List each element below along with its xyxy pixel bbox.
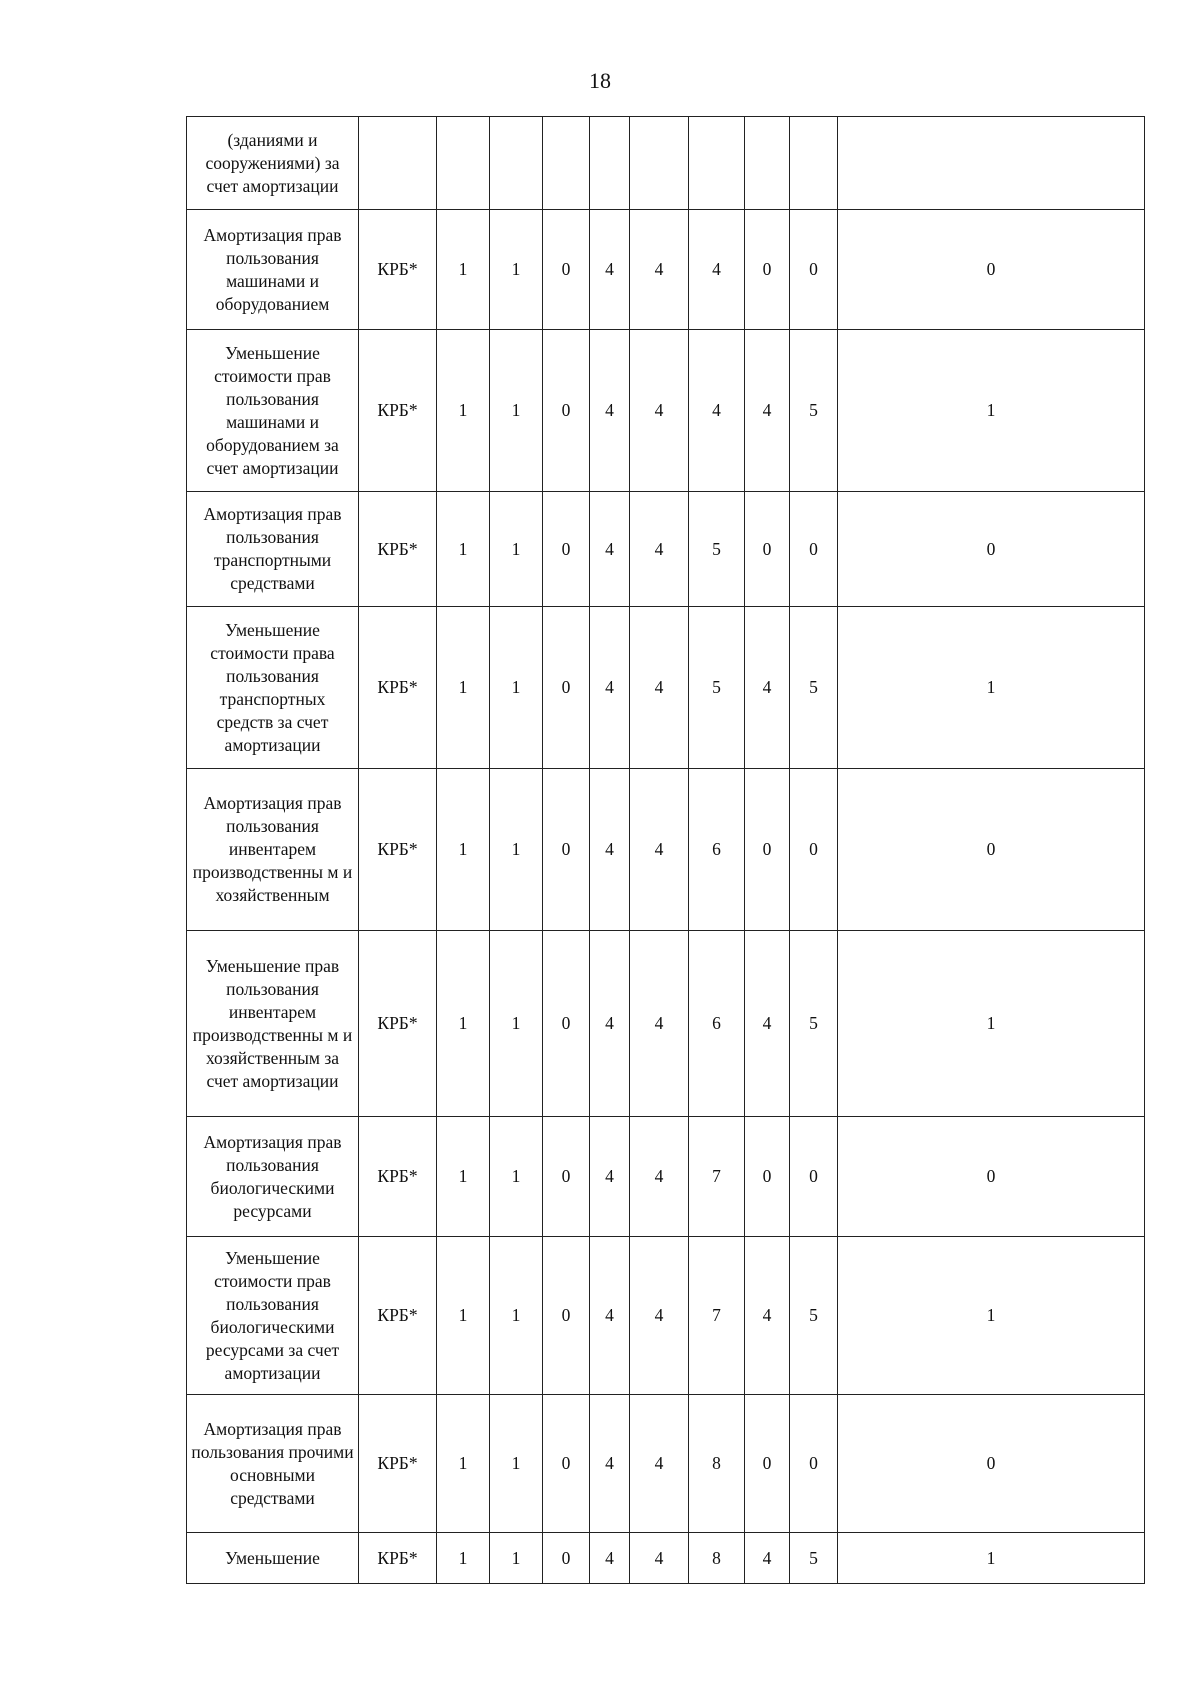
digit-cell: 1 — [437, 1395, 490, 1533]
digit-cell — [543, 117, 590, 210]
digit-cell: 4 — [630, 210, 689, 330]
digit-cell: 1 — [437, 931, 490, 1117]
account-name-cell: (зданиями и сооружениями) за счет амортизации — [187, 117, 359, 210]
table-row — [187, 769, 1145, 931]
digit-cell: 1 — [437, 1117, 490, 1237]
digit-cell: 4 — [590, 931, 630, 1117]
table-row — [187, 330, 1145, 492]
code-cell: КРБ* — [359, 1237, 437, 1395]
digit-cell: 0 — [745, 1117, 790, 1237]
digit-cell: 4 — [590, 1117, 630, 1237]
page-number: 18 — [589, 68, 611, 93]
digit-cell: 1 — [838, 330, 1145, 492]
digit-cell: 1 — [490, 330, 543, 492]
digit-cell: 4 — [590, 1395, 630, 1533]
digit-cell: 1 — [437, 210, 490, 330]
digit-cell: 4 — [630, 492, 689, 607]
digit-cell: 1 — [490, 492, 543, 607]
account-name-cell: Уменьшение стоимости права пользования транспортных средств за счет амортизации — [187, 607, 359, 769]
account-name-cell: Уменьшение стоимости прав пользования машинами и оборудованием за счет амортизации — [187, 330, 359, 492]
digit-cell: 5 — [790, 1237, 838, 1395]
digit-cell: 4 — [630, 1533, 689, 1584]
digit-cell: 8 — [689, 1533, 745, 1584]
code-cell: КРБ* — [359, 769, 437, 931]
digit-cell: 0 — [790, 1395, 838, 1533]
digit-cell: 4 — [745, 1533, 790, 1584]
digit-cell — [790, 117, 838, 210]
digit-cell — [630, 117, 689, 210]
digit-cell — [490, 117, 543, 210]
digit-cell: 1 — [490, 931, 543, 1117]
digit-cell: 6 — [689, 931, 745, 1117]
digit-cell: 7 — [689, 1117, 745, 1237]
digit-cell: 4 — [745, 607, 790, 769]
digit-cell — [838, 117, 1145, 210]
code-cell: КРБ* — [359, 607, 437, 769]
digit-cell: 0 — [790, 769, 838, 931]
digit-cell: 1 — [838, 607, 1145, 769]
digit-cell: 0 — [745, 1395, 790, 1533]
digit-cell: 1 — [490, 607, 543, 769]
code-cell: КРБ* — [359, 1533, 437, 1584]
digit-cell: 1 — [437, 1237, 490, 1395]
digit-cell: 4 — [590, 1533, 630, 1584]
account-name-cell: Уменьшение прав пользования инвентарем производственны м и хозяйственным за счет амортизации — [187, 931, 359, 1117]
digit-cell: 5 — [790, 330, 838, 492]
account-name-cell: Уменьшение стоимости прав пользования биологическими ресурсами за счет амортизации — [187, 1237, 359, 1395]
code-cell: КРБ* — [359, 210, 437, 330]
digit-cell: 4 — [689, 330, 745, 492]
digit-cell: 4 — [630, 769, 689, 931]
digit-cell: 0 — [745, 210, 790, 330]
code-cell: КРБ* — [359, 330, 437, 492]
table-row — [187, 607, 1145, 769]
digit-cell — [590, 117, 630, 210]
digit-cell: 4 — [630, 607, 689, 769]
digit-cell: 1 — [490, 1237, 543, 1395]
account-name-cell: Амортизация прав пользования инвентарем производственны м и хозяйственным — [187, 769, 359, 931]
digit-cell: 1 — [437, 330, 490, 492]
digit-cell: 1 — [437, 1533, 490, 1584]
table-row — [187, 1533, 1145, 1584]
code-cell: КРБ* — [359, 1117, 437, 1237]
digit-cell: 0 — [790, 1117, 838, 1237]
code-cell: КРБ* — [359, 1395, 437, 1533]
digit-cell: 0 — [838, 1117, 1145, 1237]
digit-cell: 1 — [490, 210, 543, 330]
table-row — [187, 1117, 1145, 1237]
digit-cell: 4 — [590, 1237, 630, 1395]
table-row — [187, 117, 1145, 210]
accounts-table — [186, 116, 1145, 1584]
digit-cell: 1 — [437, 769, 490, 931]
digit-cell — [437, 117, 490, 210]
digit-cell: 0 — [745, 492, 790, 607]
digit-cell: 0 — [790, 210, 838, 330]
digit-cell: 4 — [630, 931, 689, 1117]
digit-cell: 0 — [745, 769, 790, 931]
digit-cell: 4 — [590, 330, 630, 492]
digit-cell: 0 — [543, 1395, 590, 1533]
digit-cell: 1 — [838, 1237, 1145, 1395]
table-row — [187, 931, 1145, 1117]
table-row — [187, 1237, 1145, 1395]
account-name-cell: Амортизация прав пользования биологическими ресурсами — [187, 1117, 359, 1237]
digit-cell: 4 — [590, 607, 630, 769]
digit-cell: 7 — [689, 1237, 745, 1395]
digit-cell: 4 — [745, 1237, 790, 1395]
digit-cell: 1 — [437, 492, 490, 607]
digit-cell: 0 — [543, 607, 590, 769]
digit-cell: 0 — [790, 492, 838, 607]
digit-cell: 8 — [689, 1395, 745, 1533]
digit-cell: 5 — [689, 492, 745, 607]
account-name-cell: Амортизация прав пользования прочими основными средствами — [187, 1395, 359, 1533]
digit-cell: 6 — [689, 769, 745, 931]
digit-cell: 0 — [838, 210, 1145, 330]
digit-cell: 1 — [490, 1533, 543, 1584]
digit-cell — [745, 117, 790, 210]
digit-cell: 1 — [490, 1117, 543, 1237]
digit-cell: 4 — [630, 1237, 689, 1395]
account-name-cell: Амортизация прав пользования транспортными средствами — [187, 492, 359, 607]
digit-cell: 1 — [490, 769, 543, 931]
digit-cell: 0 — [543, 492, 590, 607]
digit-cell: 0 — [543, 210, 590, 330]
digit-cell: 0 — [543, 931, 590, 1117]
digit-cell: 0 — [543, 1117, 590, 1237]
digit-cell: 1 — [437, 607, 490, 769]
digit-cell: 0 — [543, 330, 590, 492]
digit-cell: 5 — [689, 607, 745, 769]
digit-cell: 1 — [838, 931, 1145, 1117]
digit-cell: 0 — [543, 1533, 590, 1584]
code-cell: КРБ* — [359, 931, 437, 1117]
digit-cell: 5 — [790, 1533, 838, 1584]
digit-cell: 0 — [838, 492, 1145, 607]
digit-cell: 5 — [790, 931, 838, 1117]
digit-cell: 4 — [630, 1395, 689, 1533]
digit-cell: 4 — [590, 492, 630, 607]
account-name-cell: Амортизация прав пользования машинами и оборудованием — [187, 210, 359, 330]
table-row — [187, 210, 1145, 330]
digit-cell: 5 — [790, 607, 838, 769]
digit-cell: 1 — [838, 1533, 1145, 1584]
digit-cell: 4 — [689, 210, 745, 330]
digit-cell: 4 — [630, 330, 689, 492]
code-cell: КРБ* — [359, 492, 437, 607]
digit-cell: 4 — [630, 1117, 689, 1237]
digit-cell: 4 — [745, 330, 790, 492]
digit-cell: 4 — [745, 931, 790, 1117]
digit-cell: 4 — [590, 769, 630, 931]
digit-cell: 1 — [490, 1395, 543, 1533]
digit-cell: 0 — [543, 1237, 590, 1395]
digit-cell: 0 — [543, 769, 590, 931]
table-row — [187, 492, 1145, 607]
code-cell — [359, 117, 437, 210]
digit-cell: 4 — [590, 210, 630, 330]
digit-cell: 0 — [838, 1395, 1145, 1533]
table-row — [187, 1395, 1145, 1533]
digit-cell — [689, 117, 745, 210]
digit-cell: 0 — [838, 769, 1145, 931]
account-name-cell: Уменьшение — [187, 1533, 359, 1584]
